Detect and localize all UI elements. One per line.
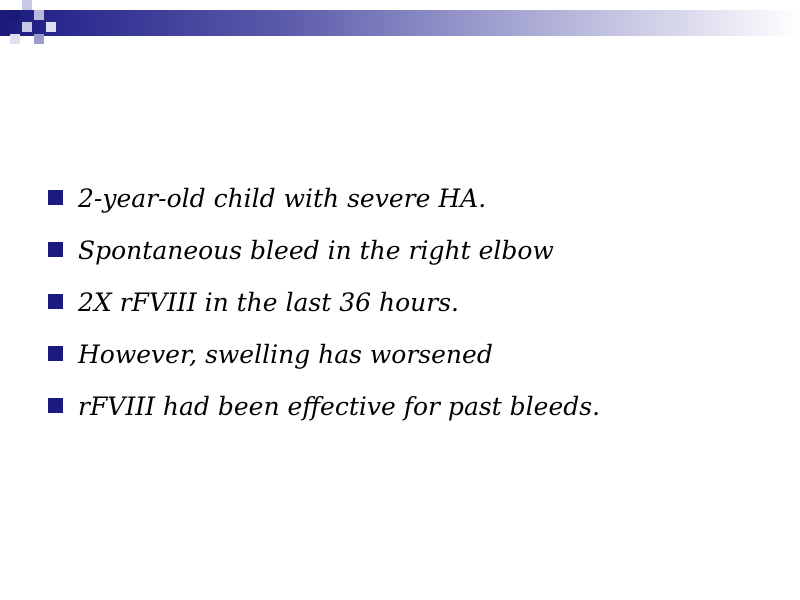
bullet-text: Spontaneous bleed in the right elbow xyxy=(78,236,554,265)
corner-square xyxy=(10,10,20,20)
header-gradient-bar xyxy=(0,10,800,36)
bullet-text: 2X rFVIII in the last 36 hours. xyxy=(78,288,459,317)
list-item xyxy=(48,182,788,234)
bullet-text: 2-year-old child with severe HA. xyxy=(78,184,487,213)
square-bullet-icon xyxy=(48,398,63,413)
square-bullet-icon xyxy=(48,346,63,361)
list-item xyxy=(48,338,788,390)
bullet-list xyxy=(48,182,788,442)
bullet-text: However, swelling has worsened xyxy=(78,340,493,369)
square-bullet-icon xyxy=(48,190,63,205)
square-bullet-icon xyxy=(48,294,63,309)
corner-square xyxy=(22,22,32,32)
corner-square xyxy=(10,34,20,44)
corner-square xyxy=(22,0,32,10)
square-bullet-icon xyxy=(48,242,63,257)
corner-square xyxy=(34,34,44,44)
list-item xyxy=(48,390,788,442)
corner-square xyxy=(46,22,56,32)
corner-decoration xyxy=(0,0,70,50)
list-item xyxy=(48,286,788,338)
corner-square xyxy=(34,10,44,20)
bullet-text: rFVIII had been effective for past bleeds. xyxy=(78,392,601,421)
list-item xyxy=(48,234,788,286)
